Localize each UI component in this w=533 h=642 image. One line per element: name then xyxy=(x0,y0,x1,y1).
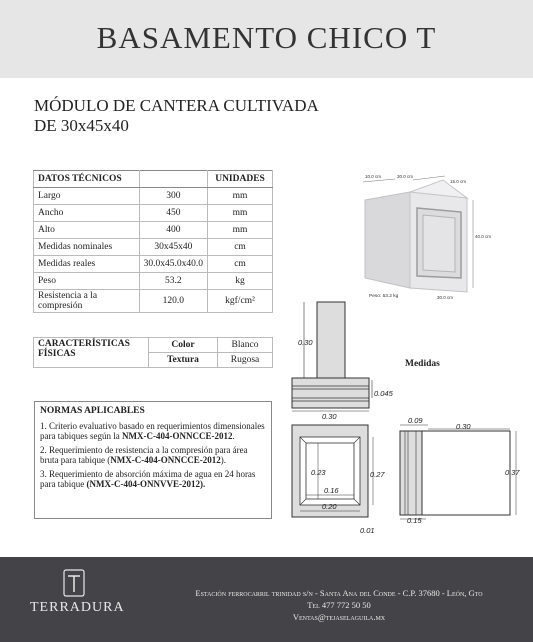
row-label: Largo xyxy=(34,188,140,205)
normas-item xyxy=(40,421,266,442)
physical-label: Color xyxy=(149,338,218,353)
subtitle-line-1: MÓDULO DE CANTERA CULTIVADA xyxy=(34,96,319,115)
row-unit: cm xyxy=(208,239,273,256)
footer-email[interactable]: Ventas@tejaselaguila.mx xyxy=(292,612,386,622)
side-view-body xyxy=(422,431,510,515)
table-row xyxy=(34,239,273,256)
dim-label: 0.01 xyxy=(360,526,375,535)
physical-label: Textura xyxy=(149,353,218,368)
product-subtitle xyxy=(34,96,319,136)
header-cell xyxy=(139,171,207,188)
physical-value: Blanco xyxy=(218,338,273,353)
row-value: 53.2 xyxy=(139,273,207,290)
photo-dim-label: 10.0 cm xyxy=(365,174,382,179)
normas-title: NORMAS APLICABLES xyxy=(40,406,145,416)
header-cell: DATOS TÉCNICOS xyxy=(34,171,140,188)
dim-label: 0.30 xyxy=(322,412,337,421)
page-title: BASAMENTO CHICO T xyxy=(96,20,437,55)
row-value: 300 xyxy=(139,188,207,205)
row-label: Medidas reales xyxy=(34,256,140,273)
photo-dim-label: 15.0 cm xyxy=(450,179,467,184)
row-unit: kgf/cm² xyxy=(208,290,273,313)
normas-code: NMX-C-404-ONNCCE-2012 xyxy=(121,431,233,441)
top-view-base xyxy=(292,378,369,408)
footer-phone: Tel 477 772 50 50 xyxy=(307,600,371,610)
dim-label: 0.27 xyxy=(370,470,385,479)
row-label: Peso xyxy=(34,273,140,290)
table-row xyxy=(34,222,273,239)
table-row xyxy=(34,290,273,313)
dim-label: 0.30 xyxy=(456,422,471,431)
normas-text: 2. Requerimiento de resistencia a la compresión para área bruta para tabique ( xyxy=(40,444,248,465)
normas-text: 3. Requerimiento de absorción máxima de agua en 24 horas para tabique xyxy=(40,468,256,489)
dim-label: 0.30 xyxy=(298,338,313,347)
normas-end: ). xyxy=(220,455,226,465)
table-row xyxy=(34,338,273,353)
subtitle-line-2: DE 30x45x40 xyxy=(34,116,129,135)
row-label: Resistencia a la compresión xyxy=(34,290,140,313)
dim-label: 0.09 xyxy=(408,416,423,425)
table-row xyxy=(34,188,273,205)
footer-address: Estación ferrocarril trinidad s/n - Santa Ana del Conde - C.P. 37680 - León, Gto xyxy=(195,588,483,598)
normas-end: . xyxy=(232,431,235,441)
physical-value: Rugosa xyxy=(218,353,273,368)
brand-name: TERRADURA xyxy=(30,600,125,615)
row-label: Alto xyxy=(34,222,140,239)
row-unit: kg xyxy=(208,273,273,290)
product-photo-illustration xyxy=(355,170,500,302)
dim-label: 0.16 xyxy=(324,486,339,495)
photo-dim-label: 30.0 cm xyxy=(437,295,454,300)
row-value: 120.0 xyxy=(139,290,207,313)
normas-box xyxy=(34,401,272,519)
table-row xyxy=(34,273,273,290)
dim-label: 0.20 xyxy=(322,502,337,511)
photo-weight-label: Peso: 53.2 kg xyxy=(369,294,399,299)
technical-data-table xyxy=(33,170,273,313)
photo-dim-label: 40.0 cm xyxy=(475,234,492,239)
row-label: Ancho xyxy=(34,205,140,222)
dim-label: 0.15 xyxy=(407,516,422,525)
row-value: 30.0x45.0x40.0 xyxy=(139,256,207,273)
normas-item xyxy=(40,469,266,490)
row-unit: mm xyxy=(208,205,273,222)
terradura-logo-icon xyxy=(62,568,86,598)
physical-header: CARACTERÍSTICAS FÍSICAS xyxy=(34,338,149,368)
table-header-row xyxy=(34,171,273,188)
technical-drawings xyxy=(290,297,533,537)
table-row xyxy=(34,205,273,222)
row-value: 400 xyxy=(139,222,207,239)
footer-contact xyxy=(150,587,528,623)
row-value: 30x45x40 xyxy=(139,239,207,256)
dim-label: 0.23 xyxy=(311,468,326,477)
normas-code: NMX-C-404-ONNCCE-2012 xyxy=(110,455,221,465)
side-view-front xyxy=(400,431,422,515)
top-view-column xyxy=(317,302,345,378)
normas-code: (NMX-C-404-ONNVVE-2012). xyxy=(86,479,206,489)
header-cell: UNIDADES xyxy=(208,171,273,188)
normas-item xyxy=(40,445,266,466)
photo-dim-label: 30.0 cm xyxy=(397,174,414,179)
drawings-title: Medidas xyxy=(405,359,440,369)
physical-characteristics-table xyxy=(33,337,273,368)
product-photo xyxy=(355,170,500,302)
row-unit: mm xyxy=(208,222,273,239)
dim-label: 0.37 xyxy=(505,468,520,477)
row-value: 450 xyxy=(139,205,207,222)
dim-label: 0.045 xyxy=(374,389,393,398)
normas-text: 1. Criterio evaluativo basado en requerimientos dimensionales para tabiques según la xyxy=(40,420,265,441)
technical-drawings-svg xyxy=(290,297,533,537)
row-unit: mm xyxy=(208,188,273,205)
row-label: Medidas nominales xyxy=(34,239,140,256)
table-row xyxy=(34,256,273,273)
row-unit: cm xyxy=(208,256,273,273)
